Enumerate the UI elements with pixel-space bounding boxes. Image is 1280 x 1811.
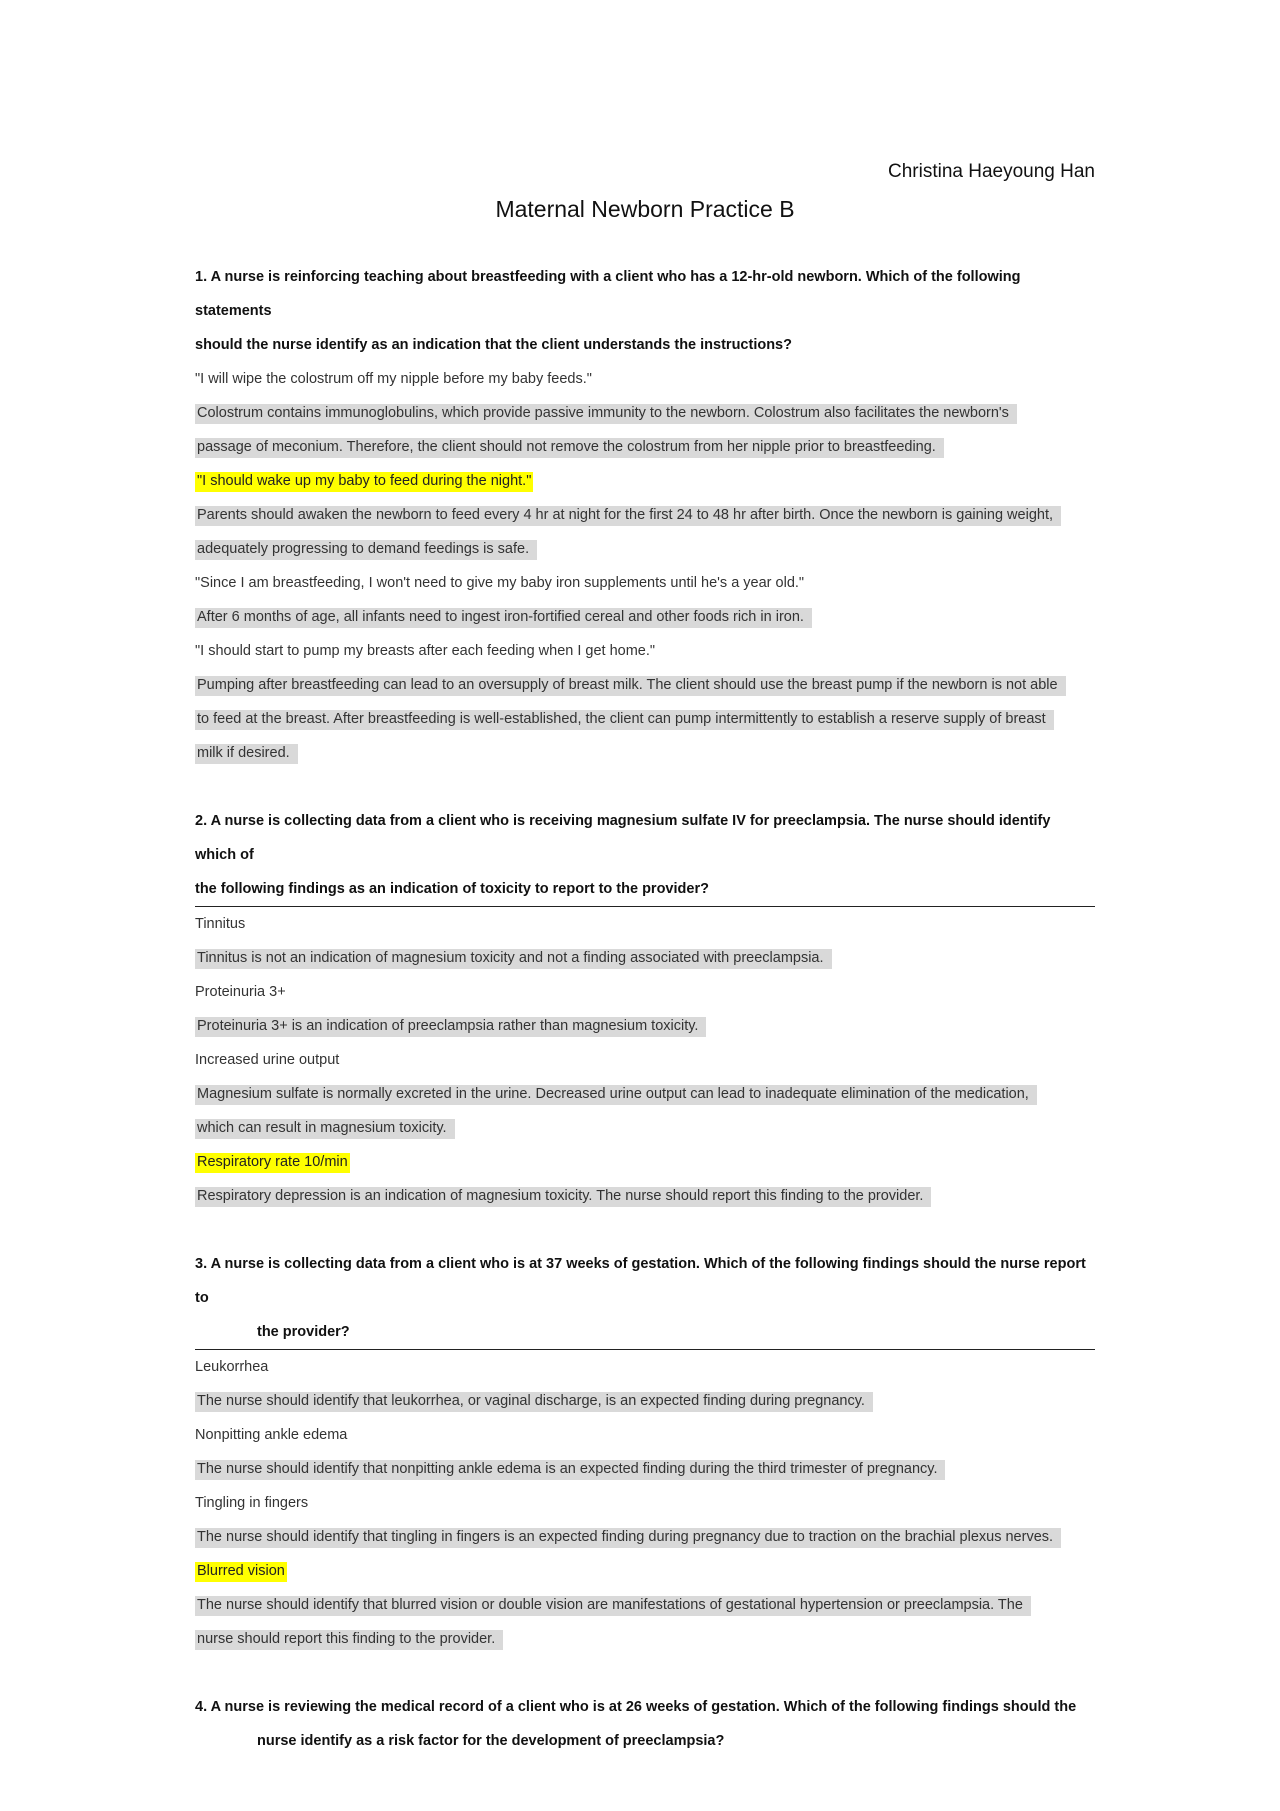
correct-answer-highlight: Respiratory rate 10/min (195, 1153, 350, 1173)
rationale-text: Colostrum contains immunoglobulins, which provide passive immunity to the newborn. Colostrum also facilitates the newborn's (195, 404, 1017, 424)
correct-option-text (195, 464, 1095, 498)
question-3-stem-line: 3. A nurse is collecting data from a client who is at 37 weeks of gestation. Which of the following findings should the nurse report to (195, 1256, 1086, 1306)
rationale-text: The nurse should identify that nonpitting ankle edema is an expected finding during the third trimester of pregnancy. (195, 1460, 945, 1480)
rationale-text: passage of meconium. Therefore, the client should not remove the colostrum from her nipple prior to breastfeeding. (195, 438, 944, 458)
rationale-line (195, 600, 1095, 634)
author-name: Christina Haeyoung Han (887, 161, 1095, 182)
correct-option-text (195, 1554, 1095, 1588)
spacer (195, 1656, 1095, 1690)
rationale-line (195, 1452, 1095, 1486)
option-text (195, 362, 1095, 396)
option-text (195, 907, 1095, 941)
option-label: "Since I am breastfeeding, I won't need to give my baby iron supplements until he's a year old." (195, 575, 805, 591)
rationale-text: adequately progressing to demand feedings is safe. (195, 540, 537, 560)
question-3 (195, 1247, 1095, 1656)
document-title: Maternal Newborn Practice B (495, 196, 795, 222)
option-label: Tinnitus (195, 916, 246, 932)
option-label: Tingling in fingers (195, 1495, 309, 1511)
option-text (195, 566, 1095, 600)
rationale-text: The nurse should identify that blurred vision or double vision are manifestations of gestational hypertension or preeclampsia. The (195, 1596, 1031, 1616)
rationale-text: Magnesium sulfate is normally excreted in the urine. Decreased urine output can lead to inadequate elimination of the medication, (195, 1085, 1037, 1105)
option-text (195, 975, 1095, 1009)
question-1 (195, 260, 1095, 770)
rationale-text: The nurse should identify that leukorrhea, or vaginal discharge, is an expected finding during pregnancy. (195, 1392, 873, 1412)
question-1-stem (195, 260, 1095, 362)
question-2-stem-line: 2. A nurse is collecting data from a client who is receiving magnesium sulfate IV for preeclampsia. The nurse should identify which of (195, 813, 1051, 863)
rationale-line (195, 1622, 1095, 1656)
rationale-line (195, 1520, 1095, 1554)
question-2-stem-line: the following findings as an indication of toxicity to report to the provider? (195, 881, 709, 897)
rationale-line (195, 430, 1095, 464)
spacer (195, 1213, 1095, 1247)
question-3-stem-line: the provider? (257, 1324, 350, 1340)
rationale-line (195, 668, 1095, 702)
option-text (195, 1418, 1095, 1452)
option-label: "I should start to pump my breasts after each feeding when I get home." (195, 643, 656, 659)
correct-answer-highlight: "I should wake up my baby to feed during the night." (195, 472, 533, 492)
question-2 (195, 804, 1095, 1213)
correct-answer-highlight: Blurred vision (195, 1562, 287, 1582)
rationale-text: The nurse should identify that tingling in fingers is an expected finding during pregnancy due to traction on the brachial plexus nerves. (195, 1528, 1061, 1548)
question-1-stem-line: 1. A nurse is reinforcing teaching about breastfeeding with a client who has a 12-hr-old newborn. Which of the following statements (195, 269, 1021, 319)
rationale-text: nurse should report this finding to the provider. (195, 1630, 503, 1650)
rationale-text: to feed at the breast. After breastfeeding is well-established, the client can pump intermittently to establish a reserve supply of breast (195, 710, 1054, 730)
option-text (195, 1350, 1095, 1384)
rationale-line (195, 532, 1095, 566)
option-label: Nonpitting ankle edema (195, 1427, 348, 1443)
rationale-text: Pumping after breastfeeding can lead to an oversupply of breast milk. The client should use the breast pump if the newborn is not able (195, 676, 1066, 696)
option-label: "I will wipe the colostrum off my nipple before my baby feeds." (195, 371, 592, 387)
rationale-text: milk if desired. (195, 744, 298, 764)
option-label: Proteinuria 3+ (195, 984, 286, 1000)
rationale-text: Respiratory depression is an indication of magnesium toxicity. The nurse should report this finding to the provider. (195, 1187, 931, 1207)
question-2-stem (195, 804, 1095, 907)
rationale-line (195, 1077, 1095, 1111)
rationale-line (195, 396, 1095, 430)
option-text (195, 634, 1095, 668)
question-1-stem-line: should the nurse identify as an indication that the client understands the instructions? (195, 337, 792, 353)
rationale-line (195, 702, 1095, 736)
rationale-text: which can result in magnesium toxicity. (195, 1119, 455, 1139)
rationale-line (195, 1111, 1095, 1145)
option-text (195, 1486, 1095, 1520)
spacer (195, 770, 1095, 804)
question-4-stem (195, 1690, 1095, 1758)
rationale-text: Tinnitus is not an indication of magnesium toxicity and not a finding associated with preeclampsia. (195, 949, 832, 969)
question-3-stem (195, 1247, 1095, 1350)
rationale-line (195, 736, 1095, 770)
rationale-line (195, 498, 1095, 532)
rationale-line (195, 1588, 1095, 1622)
question-4 (195, 1690, 1095, 1758)
question-4-stem-line: 4. A nurse is reviewing the medical record of a client who is at 26 weeks of gestation. Which of the following findings should the (195, 1699, 1077, 1715)
correct-option-text (195, 1145, 1095, 1179)
option-text (195, 1043, 1095, 1077)
rationale-line (195, 941, 1095, 975)
option-label: Leukorrhea (195, 1359, 269, 1375)
rationale-line (195, 1009, 1095, 1043)
option-label: Increased urine output (195, 1052, 340, 1068)
question-4-stem-line: nurse identify as a risk factor for the development of preeclampsia? (257, 1733, 725, 1749)
rationale-line (195, 1384, 1095, 1418)
rationale-line (195, 1179, 1095, 1213)
rationale-text: After 6 months of age, all infants need to ingest iron-fortified cereal and other foods rich in iron. (195, 608, 812, 628)
document-page (195, 160, 1095, 1758)
rationale-text: Proteinuria 3+ is an indication of preeclampsia rather than magnesium toxicity. (195, 1017, 706, 1037)
rationale-text: Parents should awaken the newborn to feed every 4 hr at night for the first 24 to 48 hr after birth. Once the newborn is gaining weight, (195, 506, 1061, 526)
